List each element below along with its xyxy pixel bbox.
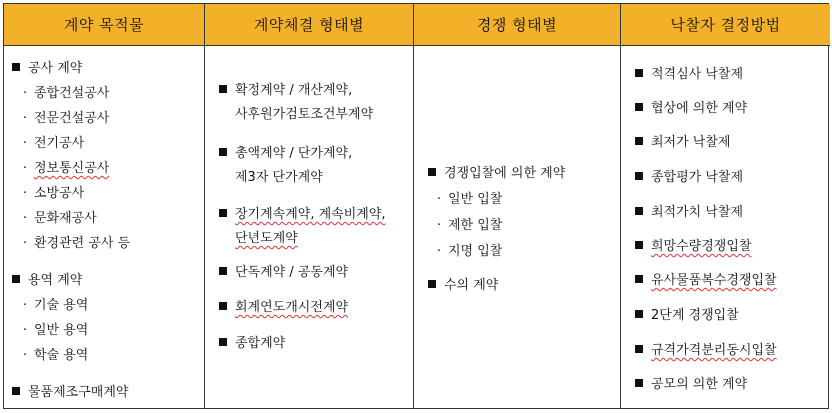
list-item: 적격심사 낙찰제: [635, 66, 743, 84]
square-bullet-icon: [219, 85, 227, 93]
list-item: 유사물품복수경쟁입찰: [635, 272, 777, 290]
group-title: 경쟁입찰에 의한 계약: [444, 166, 566, 181]
square-bullet-icon: [635, 172, 643, 180]
group-service-contract: [12, 272, 82, 290]
square-bullet-icon: [12, 63, 20, 71]
square-bullet-icon: [219, 148, 227, 156]
list-item: 총액계약 / 단가계약,: [219, 145, 352, 163]
square-bullet-icon: [219, 302, 227, 310]
list-item: 단독계약 / 공동계약: [219, 264, 348, 282]
list-item: 규격가격분리동시입찰: [635, 342, 777, 360]
contract-classification-table: [3, 3, 829, 409]
square-bullet-icon: [635, 69, 643, 77]
square-bullet-icon: [219, 209, 227, 217]
square-bullet-icon: [635, 345, 643, 353]
list-item-continuation: 제3자 단가계약: [235, 170, 323, 185]
group-private-contract: [428, 277, 498, 295]
list-item: · 일반 입찰: [436, 192, 503, 207]
list-item: 최적가치 낙찰제: [635, 204, 743, 222]
column-contract-object: [4, 46, 205, 408]
list-item: · 소방공사: [22, 186, 85, 201]
group-title: 용역 계약: [28, 273, 83, 288]
group-goods-contract: [12, 384, 128, 402]
list-item: · 일반 용역: [22, 323, 89, 338]
header-contract-form: 계약체결 형태별: [205, 4, 414, 46]
column-competition-form: [414, 46, 621, 408]
square-bullet-icon: [635, 310, 643, 318]
square-bullet-icon: [635, 137, 643, 145]
square-bullet-icon: [635, 103, 643, 111]
list-item: 종합평가 낙찰제: [635, 169, 743, 187]
list-item: 확정계약 / 개산계약,: [219, 82, 352, 100]
square-bullet-icon: [428, 168, 436, 176]
list-item: 종합계약: [219, 335, 285, 353]
list-item: · 종합건설공사: [22, 86, 110, 101]
header-contract-object: 계약 목적물: [4, 4, 205, 46]
header-competition-form: 경쟁 형태별: [414, 4, 621, 46]
list-item: 희망수량경쟁입찰: [635, 238, 751, 256]
square-bullet-icon: [219, 267, 227, 275]
list-item: · 지명 입찰: [436, 244, 503, 259]
square-bullet-icon: [635, 379, 643, 387]
list-item: · 전문건설공사: [22, 111, 110, 126]
list-item: 최저가 낙찰제: [635, 134, 730, 152]
group-construction-contract: [12, 60, 82, 78]
list-item: · 환경관련 공사 등: [22, 236, 131, 251]
list-item-continuation: 단년도계약: [235, 231, 298, 246]
list-item: 장기계속계약, 계속비계약,: [219, 206, 386, 224]
group-title: 공사 계약: [28, 61, 83, 76]
square-bullet-icon: [635, 275, 643, 283]
square-bullet-icon: [219, 338, 227, 346]
list-item: · 학술 용역: [22, 348, 89, 363]
column-contract-form: [205, 46, 414, 408]
list-item: · 기술 용역: [22, 298, 89, 313]
square-bullet-icon: [635, 241, 643, 249]
group-title: 수의 계약: [444, 278, 499, 293]
group-title: 물품제조구매계약: [28, 385, 129, 400]
square-bullet-icon: [428, 280, 436, 288]
list-item: · 전기공사: [22, 136, 85, 151]
list-item-continuation: 사후원가검토조건부계약: [235, 107, 374, 122]
group-competitive-bidding: [428, 165, 565, 183]
list-item: · 제한 입찰: [436, 218, 503, 233]
list-item: 2단계 경쟁입찰: [635, 307, 739, 325]
list-item: 협상에 의한 계약: [635, 100, 747, 118]
square-bullet-icon: [12, 275, 20, 283]
header-award-method: 낙찰자 결정방법: [621, 4, 830, 46]
square-bullet-icon: [12, 387, 20, 395]
column-award-method: [621, 46, 830, 408]
square-bullet-icon: [635, 207, 643, 215]
list-item: 회계연도개시전계약: [219, 299, 348, 317]
list-item: · 문화재공사: [22, 211, 97, 226]
list-item: · 정보통신공사: [22, 161, 110, 176]
list-item: 공모의 의한 계약: [635, 376, 747, 394]
